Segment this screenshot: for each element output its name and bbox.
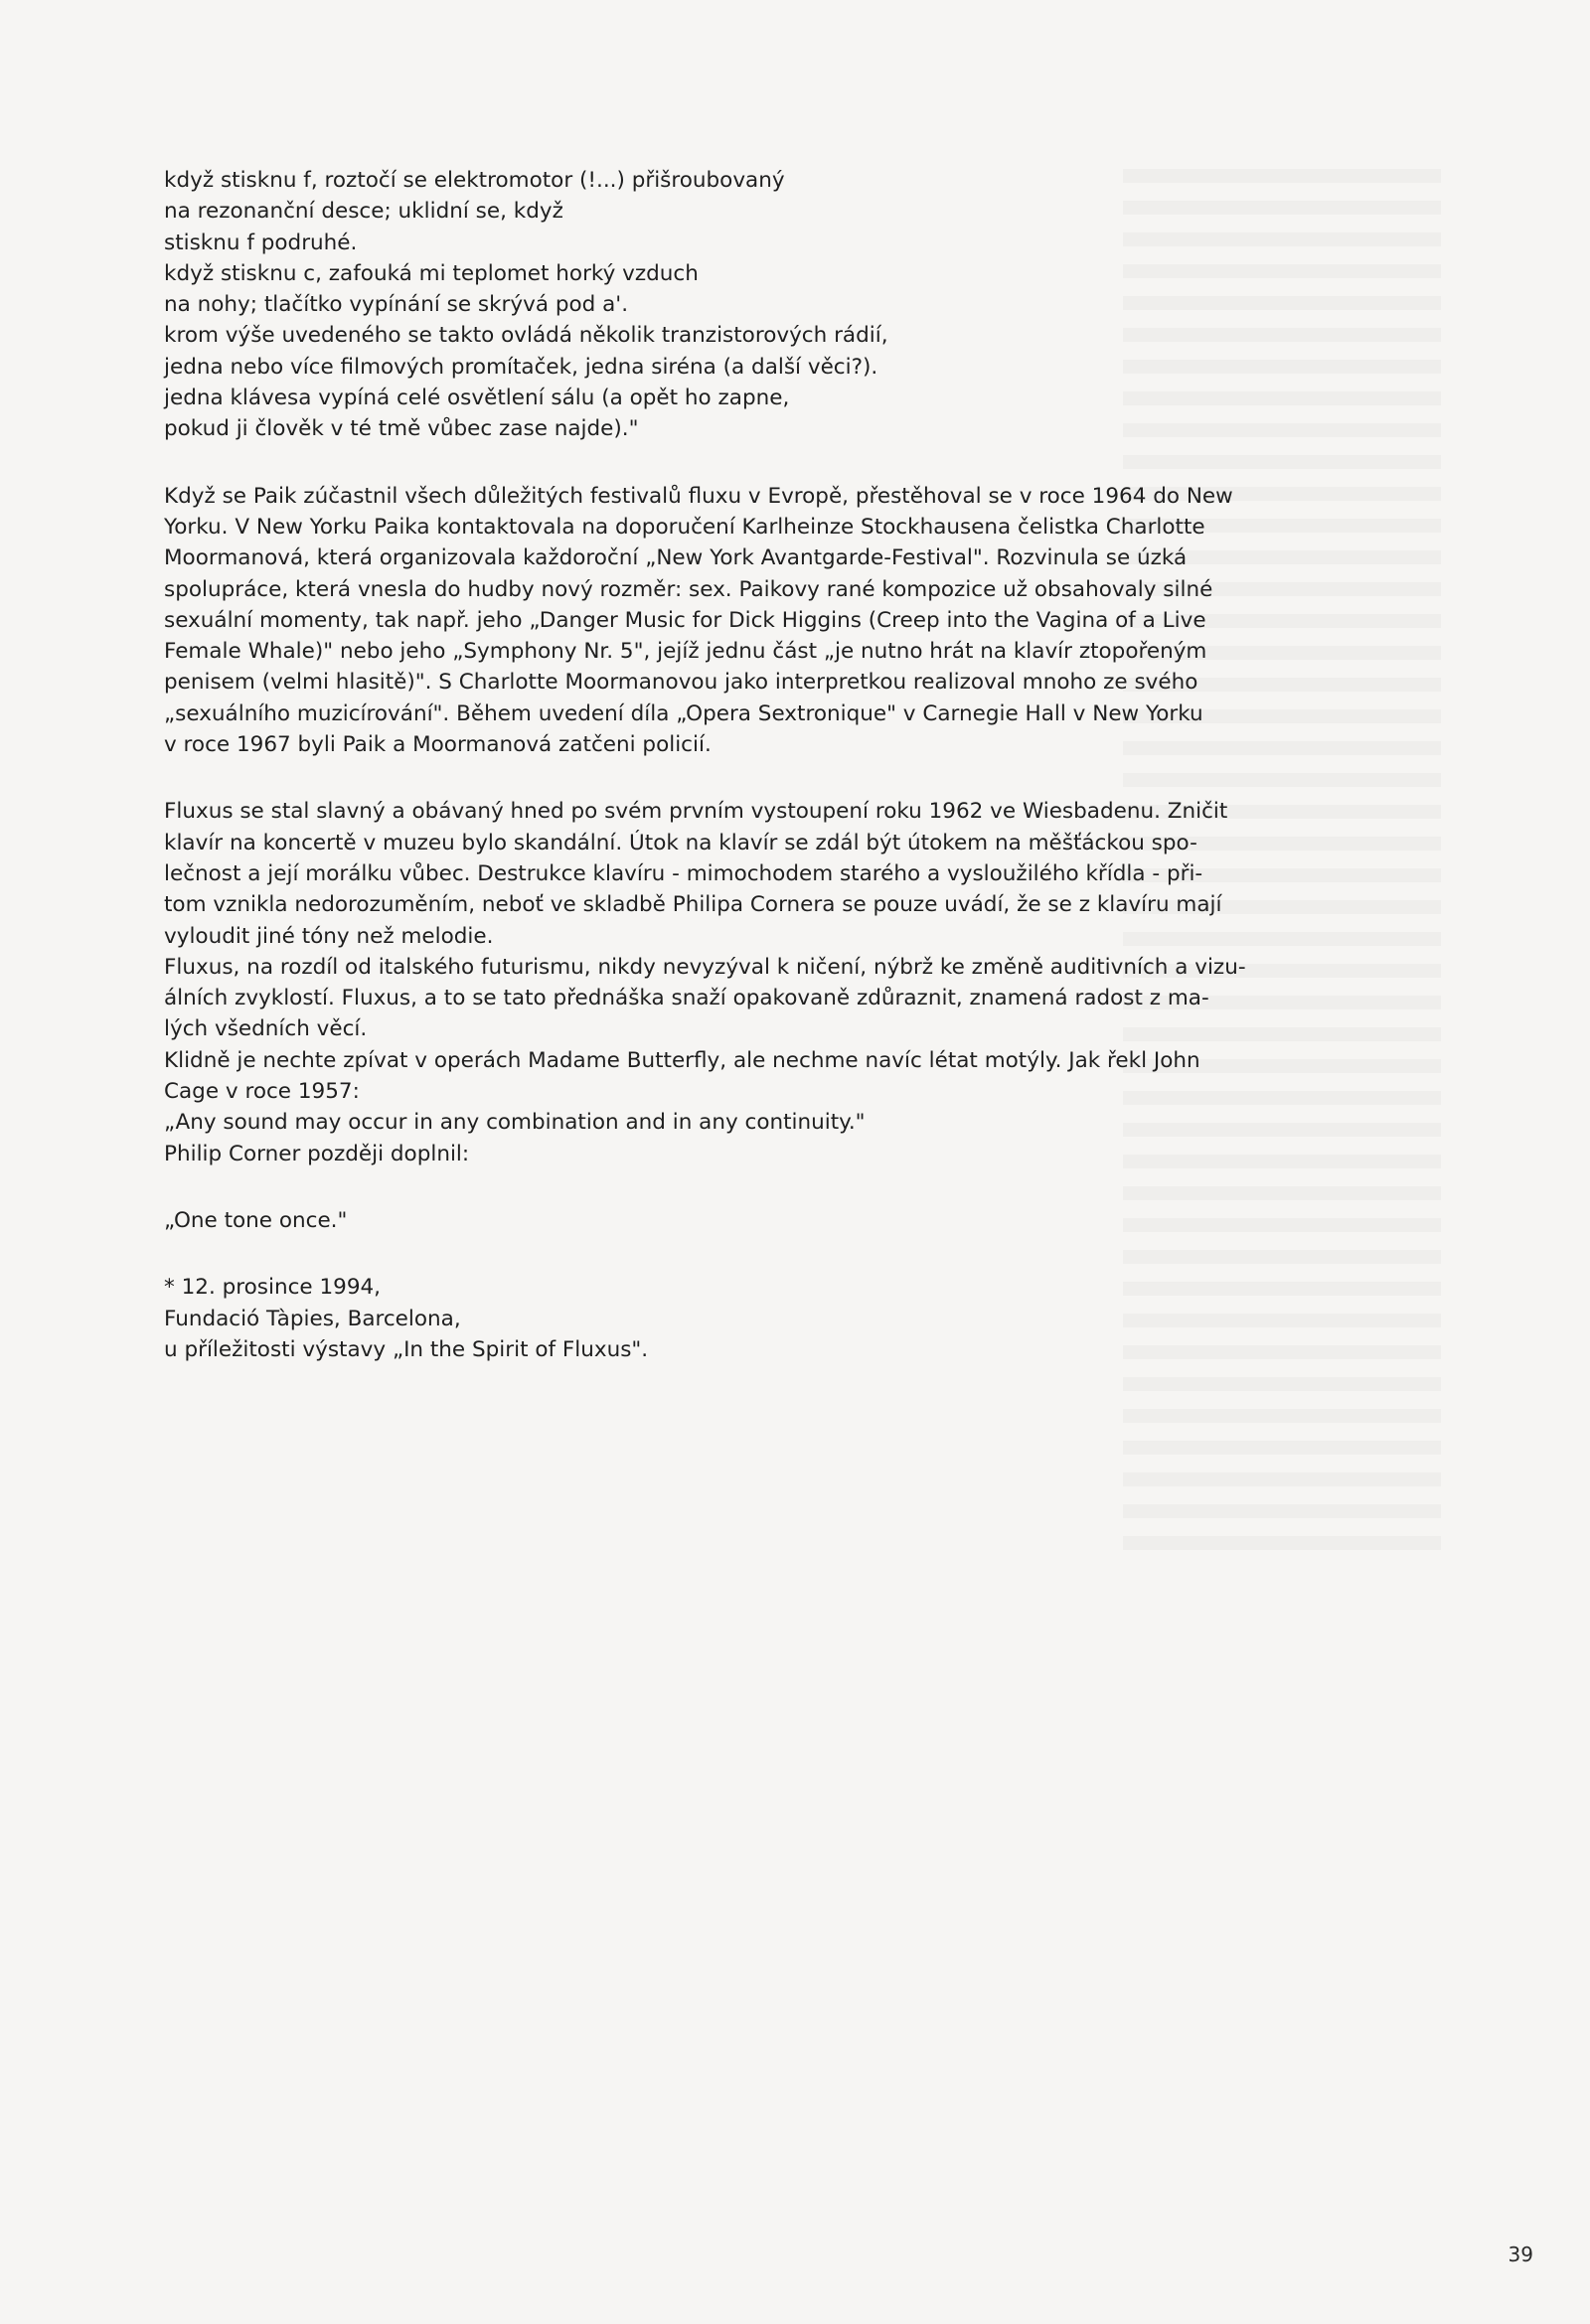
paragraph-line: lých všedních věcí.: [164, 1016, 368, 1042]
poem-line: jedna klávesa vypíná celé osvětlení sálu (a opět ho zapne,: [164, 386, 790, 411]
paragraph-line: spolupráce, která vnesla do hudby nový rozměr: sex. Paikovy rané kompozice už obsahovaly silné: [164, 576, 1213, 602]
paragraph-line: Fluxus, na rozdíl od italského futurismu, nikdy nevyzýval k ničení, nýbrž ke změně auditivních a vizu-: [164, 954, 1246, 980]
poem-line: když stisknu f, roztočí se elektromotor (!...) přišroubovaný: [164, 168, 785, 193]
paragraph-line: sexuální momenty, tak např. jeho „Danger Music for Dick Higgins (Creep into the Vagina of a Live: [164, 607, 1206, 633]
paragraph-line: v roce 1967 byli Paik a Moormanová zatčeni policií.: [164, 732, 712, 758]
paragraph-fluxus: [164, 796, 1246, 1169]
poem-line: pokud ji člověk v té tmě vůbec zase najde).": [164, 416, 639, 442]
footnote-line: * 12. prosince 1994,: [164, 1275, 382, 1301]
paragraph-line: „sexuálního muzicírování". Během uvedení díla „Opera Sextronique" v Carnegie Hall v New Yorku: [164, 700, 1203, 726]
paragraph-line: tom vznikla nedorozuměním, neboť ve skladbě Philipa Cornera se pouze uvádí, že se z klavíru mají: [164, 892, 1222, 918]
paragraph-line: Philip Corner později doplnil:: [164, 1141, 470, 1166]
paragraph-line: álních zvyklostí. Fluxus, a to se tato přednáška snaží opakovaně zdůraznit, znamená radost z ma-: [164, 986, 1209, 1011]
paragraph-line: Cage v roce 1957:: [164, 1079, 360, 1105]
paragraph-line: Moormanová, která organizovala každoroční „New York Avantgarde-Festival". Rozvinula se úzká: [164, 545, 1188, 571]
paragraph-line: Klidně je nechte zpívat v operách Madame Butterfly, ale nechme navíc létat motýly. Jak řekl John: [164, 1047, 1200, 1073]
poem-line: na rezonanční desce; uklidní se, když: [164, 199, 563, 225]
poem-line: když stisknu c, zafouká mi teplomet horký vzduch: [164, 260, 699, 286]
closing-quote: [164, 1205, 1170, 1236]
poem-line: stisknu f podruhé.: [164, 230, 358, 255]
paragraph-line: Fluxus se stal slavný a obávaný hned po svém prvním vystoupení roku 1962 ve Wiesbadenu. Zničit: [164, 799, 1228, 825]
paragraph-line: Když se Paik zúčastnil všech důležitých festivalů fluxu v Evropě, přestěhoval se v roce 1964 do New: [164, 483, 1233, 509]
poem-block: [164, 165, 1170, 445]
paragraph-line: vyloudit jiné tóny než melodie.: [164, 923, 494, 949]
paragraph-line: Yorku. V New Yorku Paika kontaktovala na doporučení Karlheinze Stockhausena čelistka Charlotte: [164, 514, 1205, 540]
footnote: [164, 1272, 1170, 1365]
paragraph-line: klavír na koncertě v muzeu bylo skandální. Útok na klavír se zdál být útokem na měšťáckou spo-: [164, 830, 1197, 855]
footnote-line: u příležitosti výstavy „In the Spirit of Fluxus".: [164, 1336, 649, 1362]
paragraph-paik-new-york: [164, 481, 1233, 761]
poem-line: na nohy; tlačítko vypínání se skrývá pod a'.: [164, 292, 629, 318]
poem-line: jedna nebo více filmových promítaček, jedna siréna (a další věci?).: [164, 354, 878, 380]
page-number: 39: [1508, 2243, 1533, 2266]
paragraph-line: penisem (velmi hlasitě)". S Charlotte Moormanovou jako interpretkou realizoval mnoho ze svého: [164, 670, 1198, 696]
poem-line: krom výše uvedeného se takto ovládá několik tranzistorových rádií,: [164, 323, 888, 349]
paragraph-line: „Any sound may occur in any combination and in any continuity.": [164, 1110, 866, 1136]
quote-line: „One tone once.": [164, 1207, 348, 1233]
footnote-line: Fundació Tàpies, Barcelona,: [164, 1306, 461, 1331]
paragraph-line: Female Whale)" nebo jeho „Symphony Nr. 5", jejíž jednu část „je nutno hrát na klavír ztopořeným: [164, 639, 1207, 665]
main-text-column: [164, 165, 1246, 1365]
paragraph-line: lečnost a její morálku vůbec. Destrukce klavíru - mimochodem starého a vysloužilého křídla - při-: [164, 860, 1203, 886]
